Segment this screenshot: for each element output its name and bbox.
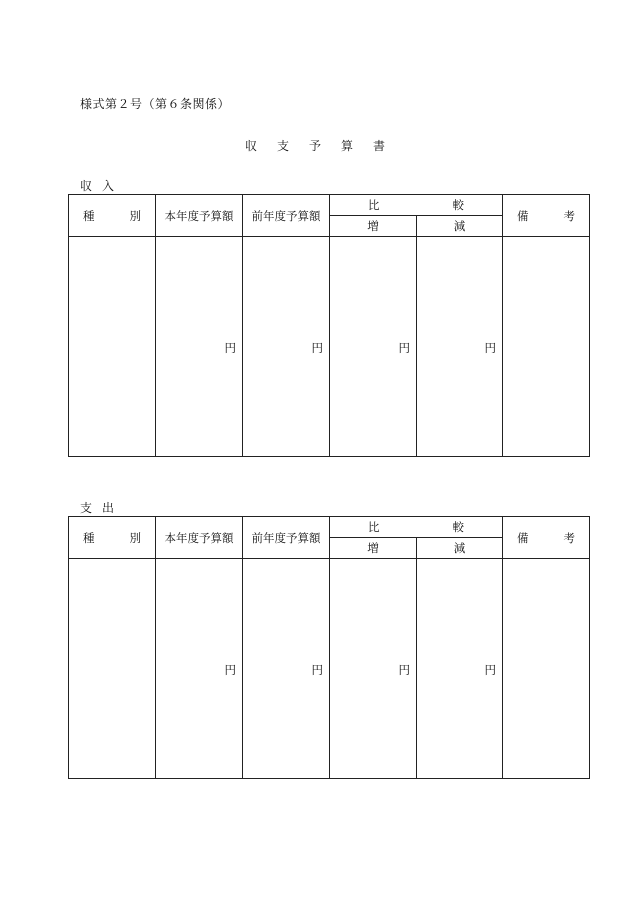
unit-yen: 円: [484, 663, 496, 677]
kind-cell[interactable]: [69, 559, 156, 779]
header-current-budget: 本年度予算額: [156, 517, 243, 559]
decrease-cell[interactable]: [417, 559, 503, 779]
header-kind-char: 別: [129, 208, 141, 223]
income-label-char: 収: [80, 179, 93, 193]
unit-yen: 円: [398, 341, 410, 355]
increase-cell[interactable]: [330, 237, 417, 457]
header-kind: [69, 517, 156, 559]
form-number: 様式第２号（第６条関係）: [80, 97, 231, 111]
header-kind-char: 種: [83, 530, 95, 545]
previous-budget-cell[interactable]: [243, 237, 330, 457]
title-char: 書: [373, 139, 386, 153]
decrease-cell[interactable]: [417, 237, 503, 457]
income-label-char: 入: [102, 179, 115, 193]
header-decrease: 減: [417, 216, 503, 237]
unit-yen: 円: [224, 341, 236, 355]
expense-section-label: [80, 499, 124, 516]
document-title: [0, 137, 630, 154]
header-previous-budget: 前年度予算額: [243, 195, 330, 237]
header-increase: 増: [330, 538, 417, 559]
unit-yen: 円: [311, 341, 323, 355]
title-char: 支: [276, 139, 289, 153]
title-char: 予: [308, 139, 321, 153]
header-compare: [330, 195, 503, 216]
unit-yen: 円: [224, 663, 236, 677]
remarks-cell[interactable]: [503, 237, 590, 457]
header-compare-char: 比: [368, 520, 380, 534]
header-decrease: 減: [417, 538, 503, 559]
header-remarks-char: 備: [517, 530, 529, 545]
header-compare-char: 較: [452, 520, 464, 534]
remarks-cell[interactable]: [503, 559, 590, 779]
current-budget-cell[interactable]: [156, 237, 243, 457]
header-remarks: [503, 517, 590, 559]
header-remarks-char: 考: [563, 530, 575, 545]
title-char: 算: [341, 139, 354, 153]
previous-budget-cell[interactable]: [243, 559, 330, 779]
header-kind-char: 別: [129, 530, 141, 545]
header-compare-char: 較: [452, 198, 464, 212]
expense-label-char: 出: [102, 501, 115, 515]
header-current-budget: 本年度予算額: [156, 195, 243, 237]
title-char: 収: [244, 139, 257, 153]
header-remarks: [503, 195, 590, 237]
expense-table: [68, 516, 590, 779]
header-previous-budget: 前年度予算額: [243, 517, 330, 559]
header-compare-char: 比: [368, 198, 380, 212]
current-budget-cell[interactable]: [156, 559, 243, 779]
income-table: [68, 194, 590, 457]
header-increase: 増: [330, 216, 417, 237]
kind-cell[interactable]: [69, 237, 156, 457]
unit-yen: 円: [484, 341, 496, 355]
header-remarks-char: 考: [563, 208, 575, 223]
income-section-label: [80, 177, 124, 194]
header-remarks-char: 備: [517, 208, 529, 223]
header-kind: [69, 195, 156, 237]
expense-label-char: 支: [80, 501, 93, 515]
header-compare: [330, 517, 503, 538]
increase-cell[interactable]: [330, 559, 417, 779]
header-kind-char: 種: [83, 208, 95, 223]
unit-yen: 円: [311, 663, 323, 677]
unit-yen: 円: [398, 663, 410, 677]
